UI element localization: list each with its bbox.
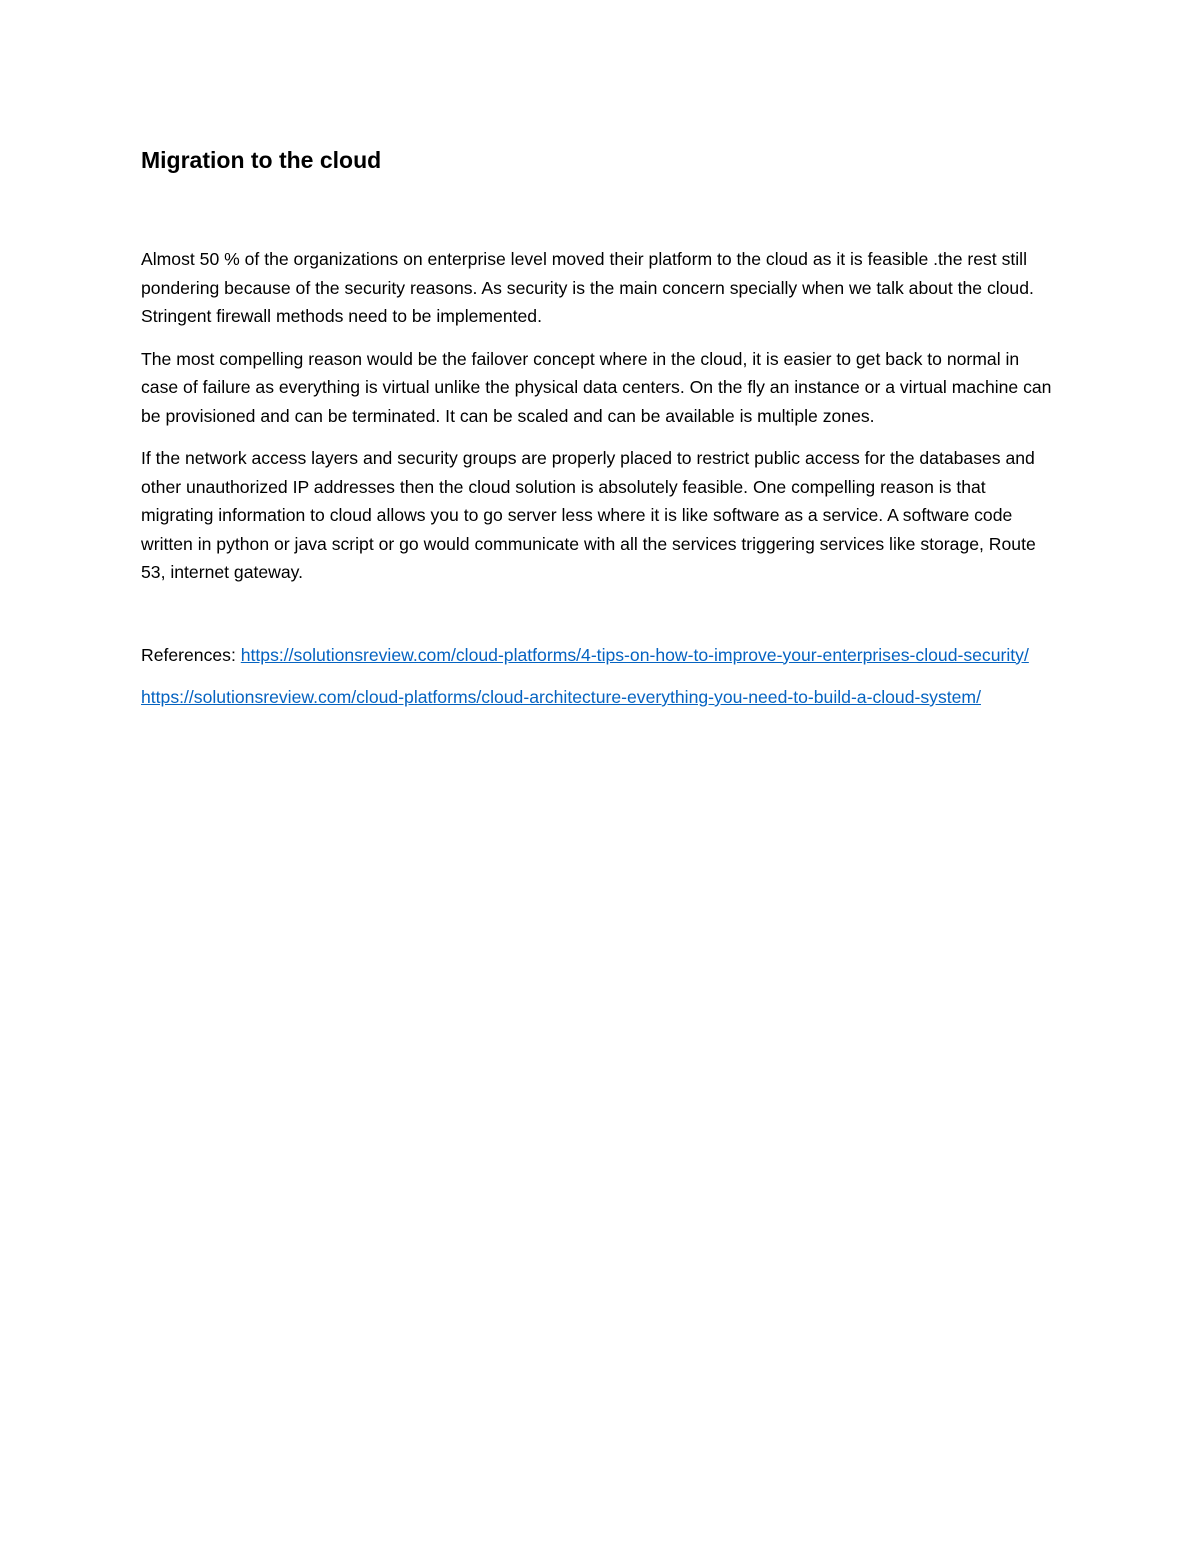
document-title: Migration to the cloud bbox=[141, 147, 382, 173]
reference-line-2 bbox=[141, 683, 1056, 712]
document-content bbox=[141, 140, 1056, 726]
reference-link-1[interactable]: https://solutionsreview.com/cloud-platforms/4-tips-on-how-to-improve-your-enterprises-cloud-security/ bbox=[240, 644, 1029, 665]
paragraph-adoption: Almost 50 % of the organizations on enterprise level moved their platform to the cloud as it is feasible .the rest still pondering because of the security reasons. As security is the main concern specially when we talk about the cloud. Stringent firewall methods need to be implemented. bbox=[141, 249, 1034, 326]
reference-link-2[interactable]: https://solutionsreview.com/cloud-platforms/cloud-architecture-everything-you-need-to-build-a-cloud-system/ bbox=[141, 687, 981, 707]
document-body bbox=[141, 245, 1056, 587]
references-label: References: bbox=[141, 644, 241, 665]
paragraph-security-groups: If the network access layers and security groups are properly placed to restrict public access for the databases and other unauthorized IP addresses then the cloud solution is absolutely feasible. One compelling reason is that migrating information to cloud allows you to go server less where it is like software as a service. A software code written in python or java script or go would communicate with all the services triggering services like storage, Route 53, internet gateway. bbox=[141, 448, 1036, 582]
paragraph-failover: The most compelling reason would be the failover concept where in the cloud, it is easier to get back to normal in case of failure as everything is virtual unlike the physical data centers. On the fly an instance or a virtual machine can be provisioned and can be terminated. It can be scaled and can be available is multiple zones. bbox=[141, 348, 1052, 426]
reference-line-1 bbox=[141, 641, 1056, 670]
references-section bbox=[141, 641, 1056, 712]
